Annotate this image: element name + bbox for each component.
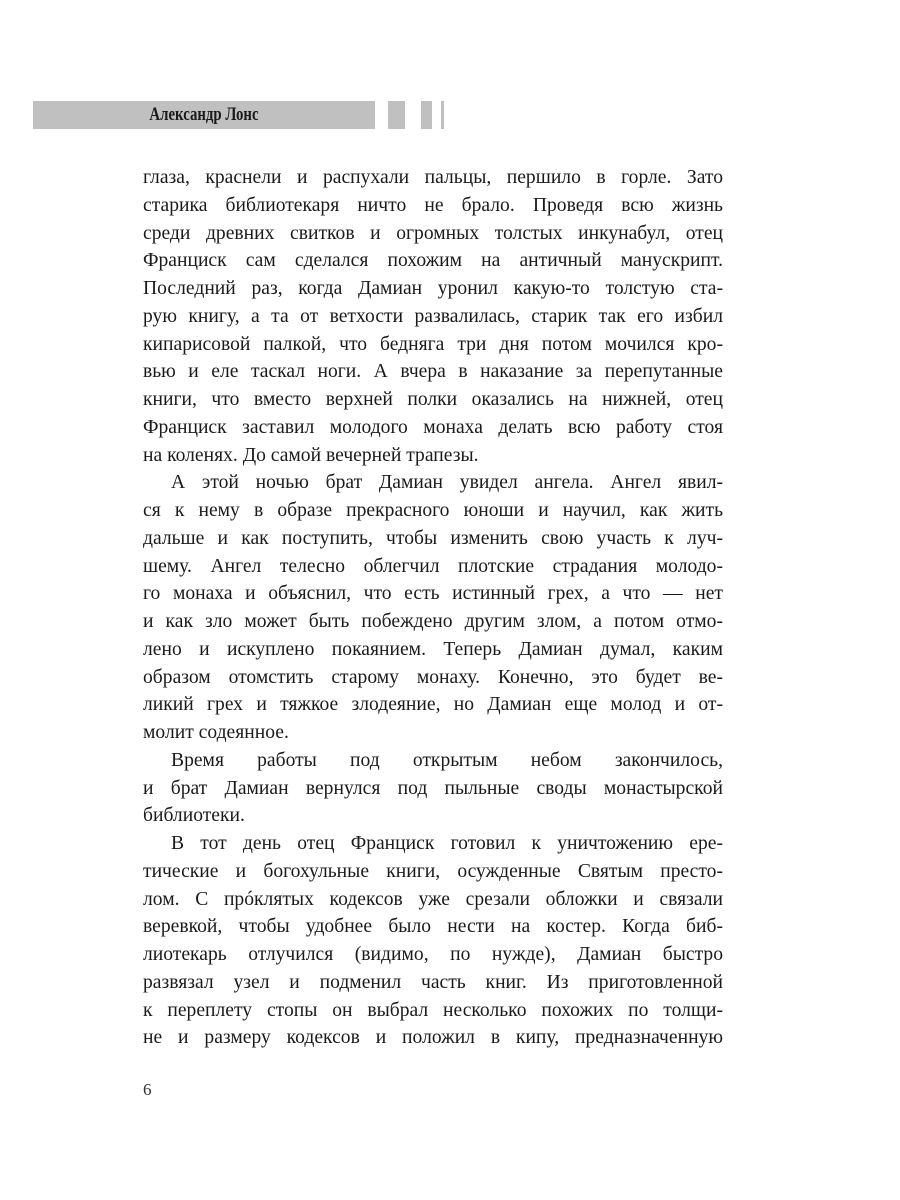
paragraph: [143, 747, 723, 830]
text-line: не и размеру кодексов и положил в кипу, предназначенную: [143, 1027, 723, 1049]
text-line: шему. Ангел телесно облегчил плотские страдания молодо-: [143, 555, 723, 577]
running-header-author: Александр Лонс: [149, 104, 259, 125]
text-line: Время работы под открытым небом закончилось,: [171, 749, 723, 771]
text-line: лено и искуплено покаянием. Теперь Дамиан думал, каким: [143, 638, 723, 660]
text-line: ликий грех и тяжкое злодеяние, но Дамиан еще молод и от-: [143, 694, 723, 716]
paragraph: [143, 164, 723, 469]
text-line: и как зло может быть побеждено другим злом, а потом отмо-: [143, 611, 723, 632]
text-line: рую книгу, а та от ветхости развалилась, старик так его избил: [143, 305, 723, 327]
text-line: среди древних свитков и огромных толстых инкунабул, отец: [143, 222, 723, 244]
text-line: книги, что вместо верхней полки оказались на нижней, отец: [143, 389, 723, 410]
text-line: дальше и как поступить, чтобы изменить свою участь к луч-: [143, 527, 723, 549]
text-line: А этой ночью брат Дамиан увидел ангела. Ангел явил-: [171, 472, 723, 494]
text-line: ся к нему в образе прекрасного юноши и научил, как жить: [143, 500, 723, 521]
text-line: веревкой, чтобы удобнее было нести на костер. Когда биб-: [143, 916, 723, 938]
header-decor-block: [388, 101, 405, 129]
text-line: тические и богохульные книги, осужденные Святым престо-: [143, 860, 723, 882]
paragraph: [143, 469, 723, 747]
text-line: глаза, краснели и распухали пальцы, першило в горле. Зато: [143, 167, 723, 188]
text-line: Франциск сам сделался похожим на античный манускрипт.: [143, 250, 723, 272]
page-number: 6: [143, 1080, 152, 1099]
text-line: го монаха и объяснил, что есть истинный грех, а что — нет: [143, 583, 723, 605]
paragraph: [143, 830, 723, 1052]
text-line: и брат Дамиан вернулся под пыльные своды монастырской: [143, 777, 723, 799]
text-line: лом. С прóклятых кодексов уже срезали обложки и связали: [143, 888, 723, 910]
text-line: молит содеянное.: [143, 722, 289, 743]
text-line: старика библиотекаря ничто не брало. Проведя всю жизнь: [143, 194, 723, 216]
text-line: образом отомстить старому монаху. Конечно, это будет ве-: [143, 666, 723, 688]
text-line: на коленях. До самой вечерней трапезы.: [143, 444, 479, 466]
text-line: вью и еле таскал ноги. А вчера в наказание за перепутанные: [143, 361, 723, 383]
text-line: кипарисовой палкой, что бедняга три дня потом мочился кро-: [143, 333, 723, 355]
header-decor-block: [421, 101, 432, 129]
text-line: развязал узел и подменил часть книг. Из приготовленной: [143, 971, 723, 993]
text-line: В тот день отец Франциск готовил к уничтожению ере-: [171, 833, 723, 854]
header-decor-block: [441, 101, 444, 129]
text-line: к переплету стопы он выбрал несколько похожих по толщи-: [143, 999, 723, 1021]
text-line: Последний раз, когда Дамиан уронил какую-то толстую ста-: [143, 278, 723, 299]
body-text: [143, 164, 723, 1052]
text-line: лиотекарь отлучился (видимо, по нужде), Дамиан быстро: [143, 944, 723, 965]
text-line: Франциск заставил молодого монаха делать всю работу стоя: [143, 416, 723, 438]
text-line: библиотеки.: [143, 805, 245, 827]
running-header-bar: [33, 101, 375, 129]
